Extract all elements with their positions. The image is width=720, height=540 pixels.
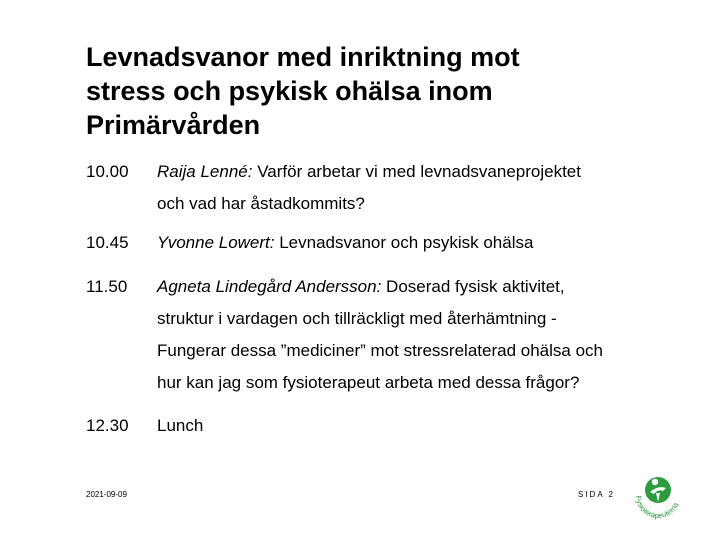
- agenda-speaker-1: Raija Lenné:: [157, 162, 253, 181]
- agenda-text-4-line-1: Lunch: [157, 416, 204, 435]
- slide-title: [86, 40, 646, 142]
- agenda-text-3-line-3: Fungerar dessa ”mediciner” mot stressrelaterad ohälsa och: [157, 341, 603, 360]
- title-line-3: Primärvården: [86, 110, 261, 140]
- agenda-topic-2: Levnadsvanor och psykisk ohälsa: [274, 233, 534, 252]
- agenda-time-3: 11.50: [86, 277, 128, 296]
- agenda-text-1-line-1: [157, 161, 581, 183]
- agenda-speaker-2: Yvonne Lowert:: [157, 233, 275, 252]
- fysioterapeuterna-logo-icon: [628, 466, 688, 526]
- agenda-topic-3: Doserad fysisk aktivitet,: [381, 277, 565, 296]
- agenda-time-1: 10.00: [86, 162, 129, 181]
- title-line-2: stress och psykisk ohälsa inom: [86, 76, 493, 106]
- agenda-time-2: 10.45: [86, 233, 129, 252]
- agenda-time-4: 12.30: [86, 416, 129, 435]
- agenda-text-2-line-1: [157, 232, 533, 254]
- logo-head: [652, 479, 658, 485]
- logo-text-path: Fysioterapeuterna: [633, 495, 681, 521]
- agenda-topic-1: Varför arbetar vi med levnadsvaneprojektet: [252, 162, 581, 181]
- agenda-text-3-line-2: struktur i vardagen och tillräckligt med återhämtning -: [157, 309, 557, 328]
- agenda-text-3-line-1: [157, 276, 565, 298]
- footer-page-number: SIDA 2: [578, 490, 615, 499]
- agenda-text-3-line-4: hur kan jag som fysioterapeut arbeta med dessa frågor?: [157, 373, 580, 392]
- agenda-text-1-line-2: och vad har åstadkommits?: [157, 194, 365, 213]
- footer-date: 2021-09-09: [86, 490, 127, 499]
- agenda-speaker-3: Agneta Lindegård Andersson:: [157, 277, 382, 296]
- title-line-1: Levnadsvanor med inriktning mot: [86, 42, 520, 72]
